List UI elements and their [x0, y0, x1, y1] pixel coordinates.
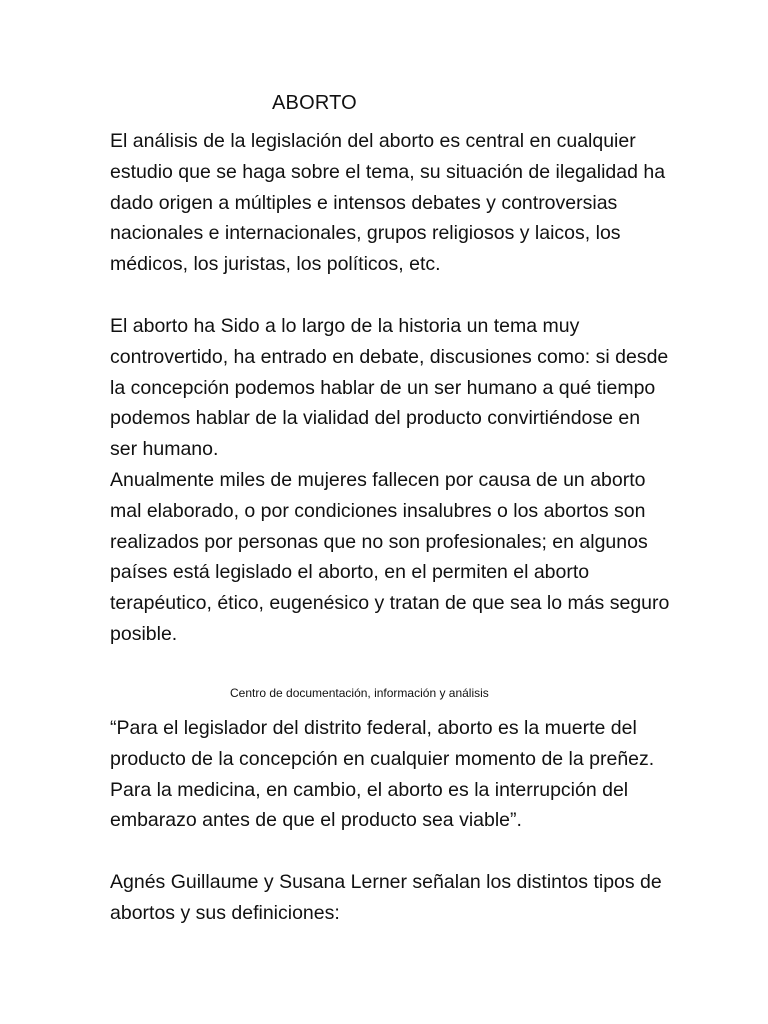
paragraph-deaths: Anualmente miles de mujeres fallecen por causa de un aborto mal elaborado, o por condiciones insalubres o los abortos son realizados por personas que no son profesionales; en algunos países está legislado el aborto, en el permiten el aborto terapéutico, ético, eugenésico y tratan de que sea lo más seguro posible. — [110, 469, 670, 645]
page-title: ABORTO — [272, 92, 357, 114]
paragraph-closing: Agnés Guillaume y Susana Lerner señalan los distintos tipos de abortos y sus definiciones: — [110, 871, 662, 924]
quote-paragraph: “Para el legislador del distrito federal, aborto es la muerte del producto de la concepción en cualquier momento de la preñez. Para la medicina, en cambio, el aborto es la interrupción del embarazo antes de que el producto sea viable”. — [110, 717, 655, 832]
paragraph-legislation: El análisis de la legislación del aborto es central en cualquier estudio que se haga sobre el tema, su situación de ilegalidad ha dado origen a múltiples e intensos debates y controversias nacionales e internacionales, grupos religiosos y laicos, los médicos, los juristas, los políticos, etc. — [110, 130, 666, 276]
source-caption: Centro de documentación, información y análisis — [230, 686, 489, 700]
paragraph-history: El aborto ha Sido a lo largo de la historia un tema muy controvertido, ha entrado en debate, discusiones como: si desde la concepción podemos hablar de un ser humano a qué tiempo podemos hablar de la vialidad del producto convirtiéndose en ser humano. — [110, 315, 669, 461]
